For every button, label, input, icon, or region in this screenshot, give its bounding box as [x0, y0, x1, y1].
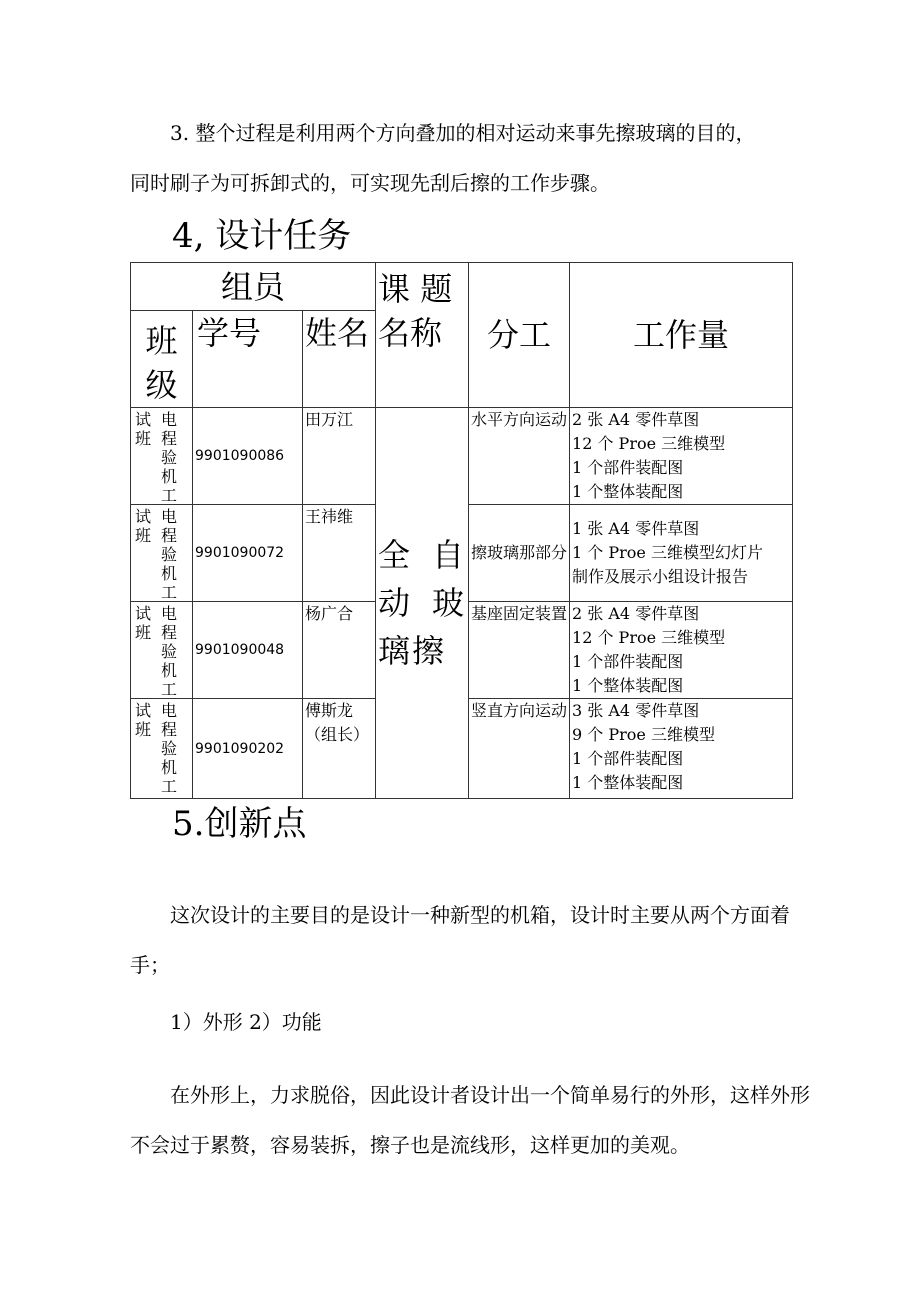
body-paragraph-2: 1）外形 2）功能 — [170, 1010, 322, 1034]
table-row — [131, 408, 793, 505]
header-division: 分工 — [469, 263, 570, 408]
header-student-id: 学号 — [193, 311, 303, 408]
workload-line: 1 个 Proe 三维模型幻灯片 — [572, 543, 763, 562]
workload-line: 1 个整体装配图 — [572, 676, 684, 695]
workload-line: 制作及展示小组设计报告 — [572, 567, 749, 586]
workload-line: 1 个部件装配图 — [572, 652, 684, 671]
workload-line: 12 个 Proe 三维模型 — [572, 434, 726, 453]
student-id-cell: 9901090072 — [193, 505, 303, 602]
header-name: 姓名 — [303, 311, 376, 408]
workload-line: 1 个部件装配图 — [572, 458, 684, 477]
header-class: 班级 — [131, 311, 193, 408]
workload-cell — [570, 408, 793, 505]
name-cell: 田万江 — [303, 408, 376, 505]
name-cell: 王祎维 — [303, 505, 376, 602]
workload-cell — [570, 602, 793, 699]
class-cell — [131, 408, 193, 505]
workload-line: 1 个整体装配图 — [572, 482, 684, 501]
body-paragraph-3: 在外形上，力求脱俗，因此设计者设计出一个简单易行的外形，这样外形不会过于累赘，容易装拆，擦子也是流线形，这样更加的美观。 — [130, 1083, 810, 1157]
body-paragraph-1: 这次设计的主要目的是设计一种新型的机箱，设计时主要从两个方面着手； — [130, 903, 790, 977]
header-group: 组员 — [131, 263, 376, 311]
section-5-title: 5.创新点 — [172, 804, 307, 844]
student-id-cell: 9901090202 — [193, 699, 303, 799]
workload-line: 9 个 Proe 三维模型 — [572, 725, 715, 744]
name-cell: 傅斯龙（组长） — [303, 699, 376, 799]
name-cell: 杨广合 — [303, 602, 376, 699]
workload-line: 2 张 A4 零件草图 — [572, 410, 700, 429]
header-subject: 课 题名称 — [376, 263, 469, 408]
workload-line: 1 张 A4 零件草图 — [572, 519, 700, 538]
class-text-a: 试班 — [135, 604, 152, 642]
class-cell — [131, 505, 193, 602]
workload-cell — [570, 505, 793, 602]
class-text-a: 试班 — [135, 701, 152, 739]
class-cell — [131, 602, 193, 699]
division-cell: 竖直方向运动 — [469, 699, 570, 799]
class-text-b: 电程验机工 — [161, 507, 178, 602]
division-cell: 水平方向运动 — [469, 408, 570, 505]
intro-line-2: 同时刷子为可拆卸式的，可实现先刮后擦的工作步骤。 — [130, 171, 610, 195]
workload-line: 2 张 A4 零件草图 — [572, 604, 700, 623]
workload-line: 1 个部件装配图 — [572, 749, 684, 768]
subject-cell: 全 自动 玻璃擦 — [376, 408, 469, 799]
class-text-a: 试班 — [135, 410, 152, 448]
class-text-b: 电程验机工 — [161, 410, 178, 505]
division-cell: 擦玻璃那部分 — [469, 505, 570, 602]
section-4-title: 4, 设计任务 — [172, 216, 352, 256]
class-cell — [131, 699, 193, 799]
workload-line: 12 个 Proe 三维模型 — [572, 628, 726, 647]
header-workload: 工作量 — [570, 263, 793, 408]
student-id-cell: 9901090048 — [193, 602, 303, 699]
workload-cell — [570, 699, 793, 799]
student-id-cell: 9901090086 — [193, 408, 303, 505]
intro-line-1: 3. 整个过程是利用两个方向叠加的相对运动来事先擦玻璃的目的， — [170, 121, 756, 145]
class-text-b: 电程验机工 — [161, 701, 178, 796]
class-text-b: 电程验机工 — [161, 604, 178, 699]
division-cell: 基座固定装置 — [469, 602, 570, 699]
workload-line: 3 张 A4 零件草图 — [572, 701, 700, 720]
class-text-a: 试班 — [135, 507, 152, 545]
task-table — [130, 262, 793, 799]
workload-line: 1 个整体装配图 — [572, 773, 684, 792]
